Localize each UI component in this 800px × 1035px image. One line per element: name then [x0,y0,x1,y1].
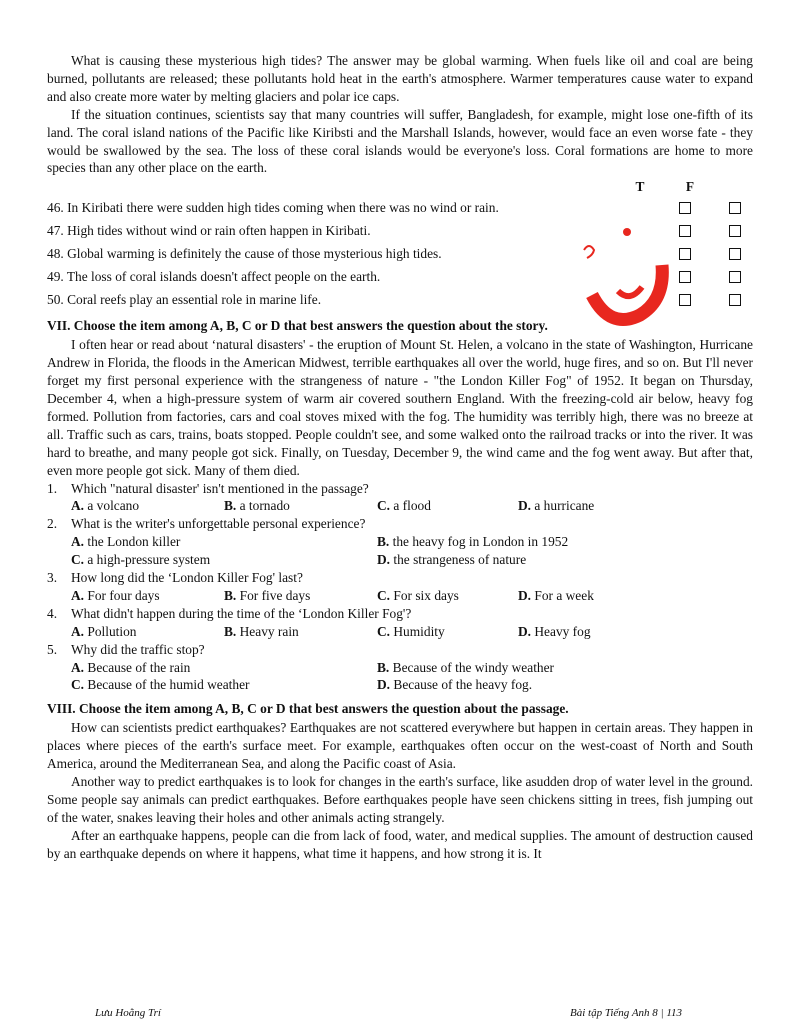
true-false-header [47,178,753,196]
tf-question: 50. Coral reefs play an essential role in marine life. [47,291,322,307]
option-b[interactable]: B. For five days [224,587,311,603]
option-d[interactable]: D. a hurricane [518,498,595,514]
tf-item-47 [47,219,753,242]
false-column-header: F [685,179,695,195]
option-c[interactable]: C. Because of the humid weather [71,677,250,693]
option-b[interactable]: B. Because of the windy weather [377,659,555,675]
tf-item-49 [47,265,753,288]
tf-question: 47. High tides without wind or rain often happen in Kiribati. [47,222,371,238]
question-1 [47,480,753,498]
true-checkbox[interactable] [679,202,691,214]
question-text: What didn't happen during the time of the ‘London Killer Fog'? [71,605,412,621]
question-text: Why did the traffic stop? [71,641,205,657]
footer-author: Lưu Hoằng Trí [95,1007,161,1019]
tf-question: 48. Global warming is definitely the cause of those mysterious high tides. [47,245,442,261]
true-checkbox[interactable] [679,294,691,306]
true-checkbox[interactable] [679,248,691,260]
question-number: 3. [47,570,58,586]
false-checkbox[interactable] [729,271,741,283]
question-text: What is the writer's unforgettable personal experience? [71,516,366,532]
false-checkbox[interactable] [729,202,741,214]
options-5-row-1 [47,659,753,677]
option-d[interactable]: D. Because of the heavy fog. [377,677,533,693]
options-1 [47,497,753,515]
option-b[interactable]: B. Heavy rain [224,623,299,639]
option-d[interactable]: D. the strangeness of nature [377,552,527,568]
options-3 [47,587,753,605]
section-8-paragraph-1: How can scientists predict earthquakes? Earthquakes are not scattered everywhere but happen in certain areas. They happen in places where pieces of the earth's surface meet. For example, earthquakes often occur on the west-coast of North and South America, around the Mediterranean Sea, and along the Pacific coast of Asia. [47,720,753,772]
page-content [47,52,753,863]
question-number: 2. [47,516,58,532]
passage-paragraph-2: If the situation continues, scientists say that many countries will suffer, Bangladesh, for example, might lose one-fifth of its land. The coral island nations of the Pacific like Kiribsti and the Marshall Islands, however, would face an even worse fate - they would be swallowed by the sea. The loss of these coral islands would be everyone's loss. Coral formations are home to more species than any other place on the earth. [47,106,753,176]
option-b[interactable]: B. a tornado [224,498,290,514]
option-d[interactable]: D. For a week [518,587,594,603]
options-2-row-1 [47,533,753,551]
false-checkbox[interactable] [729,248,741,260]
tf-item-48 [47,242,753,265]
true-checkbox[interactable] [679,225,691,237]
question-number: 4. [47,605,58,621]
question-number: 5. [47,641,58,657]
option-a[interactable]: A. For four days [71,587,160,603]
question-2 [47,515,753,533]
section-7-passage: I often hear or read about ‘natural disasters' - the eruption of Mount St. Helen, a volcano in the state of Washington, Hurricane Andrew in Florida, the floods in the American Midwest, terrible earthquakes all over the world, huge fires, and so on. But I'll never forget my first personal experience with the strangeness of nature - "the London Killer Fog" of 1952. It began on Thursday, December 4, when a high-pressure system of warm air covered southern England. With the freezing-cold air below, heavy fog formed. Pollution from factories, cars and coal stoves mixed with the fog. The humidity was terribly high, there was no breeze at all. Traffic such as cars, trains, boats stopped. People couldn't see, and some walked onto the railroad tracks or into the river. It was hard to breathe, and many people got sick. Finally, on Tuesday, December 9, the wind came and the fog went away. But after that, even more people got sick. Many of them died. [47,337,753,478]
section-8-heading: VIII. Choose the item among A, B, C or D that best answers the question about the passage. [47,701,569,717]
true-column-header: T [635,179,645,195]
option-a[interactable]: A. Because of the rain [71,659,191,675]
options-4 [47,623,753,641]
option-c[interactable]: C. a flood [377,498,431,514]
tf-item-50 [47,288,753,311]
true-checkbox[interactable] [679,271,691,283]
options-5-row-2 [47,676,753,694]
option-a[interactable]: A. a volcano [71,498,140,514]
option-a[interactable]: A. Pollution [71,623,137,639]
footer-book-page: Bài tập Tiếng Anh 8 | 113 [570,1007,683,1019]
tf-question: 46. In Kiribati there were sudden high tides coming when there was no wind or rain. [47,199,499,215]
section-8-paragraph-2: Another way to predict earthquakes is to look for changes in the earth's surface, like asudden drop of water level in the ground. Some people say animals can predict earthquakes. Before earthquakes people have seen chickens sitting in trees, fish jumping out of the water, snakes leaving their holes and other animals acting strangely. [47,774,753,825]
false-checkbox[interactable] [729,225,741,237]
question-text: Which "natural disaster' isn't mentioned in the passage? [71,480,369,496]
question-3 [47,569,753,587]
option-a[interactable]: A. the London killer [71,534,181,550]
option-b[interactable]: B. the heavy fog in London in 1952 [377,534,569,550]
tf-item-46 [47,196,753,219]
options-2-row-2 [47,551,753,569]
false-checkbox[interactable] [729,294,741,306]
passage-paragraph-1: What is causing these mysterious high tides? The answer may be global warming. When fuels like oil and coal are being burned, pollutants are released; these pollutants hold heat in the earth's atmosphere. Warmer temperatures cause water to expand and also create more water by melting glaciers and polar ice caps. [47,53,753,104]
section-8-paragraph-3: After an earthquake happens, people can die from lack of food, water, and medical supplies. The amount of destruction caused by an earthquake depends on where it happens, what time it happens, and how strong it is. It [47,827,753,861]
question-text: How long did the ‘London Killer Fog' last? [71,570,303,586]
question-5 [47,641,753,659]
option-d[interactable]: D. Heavy fog [518,623,591,639]
question-number: 1. [47,480,58,496]
option-c[interactable]: C. Humidity [377,623,445,639]
option-c[interactable]: C. For six days [377,587,459,603]
question-4 [47,605,753,623]
option-c[interactable]: C. a high-pressure system [71,552,211,568]
tf-question: 49. The loss of coral islands doesn't affect people on the earth. [47,268,381,284]
section-7-heading: VII. Choose the item among A, B, C or D that best answers the question about the story. [47,318,548,334]
